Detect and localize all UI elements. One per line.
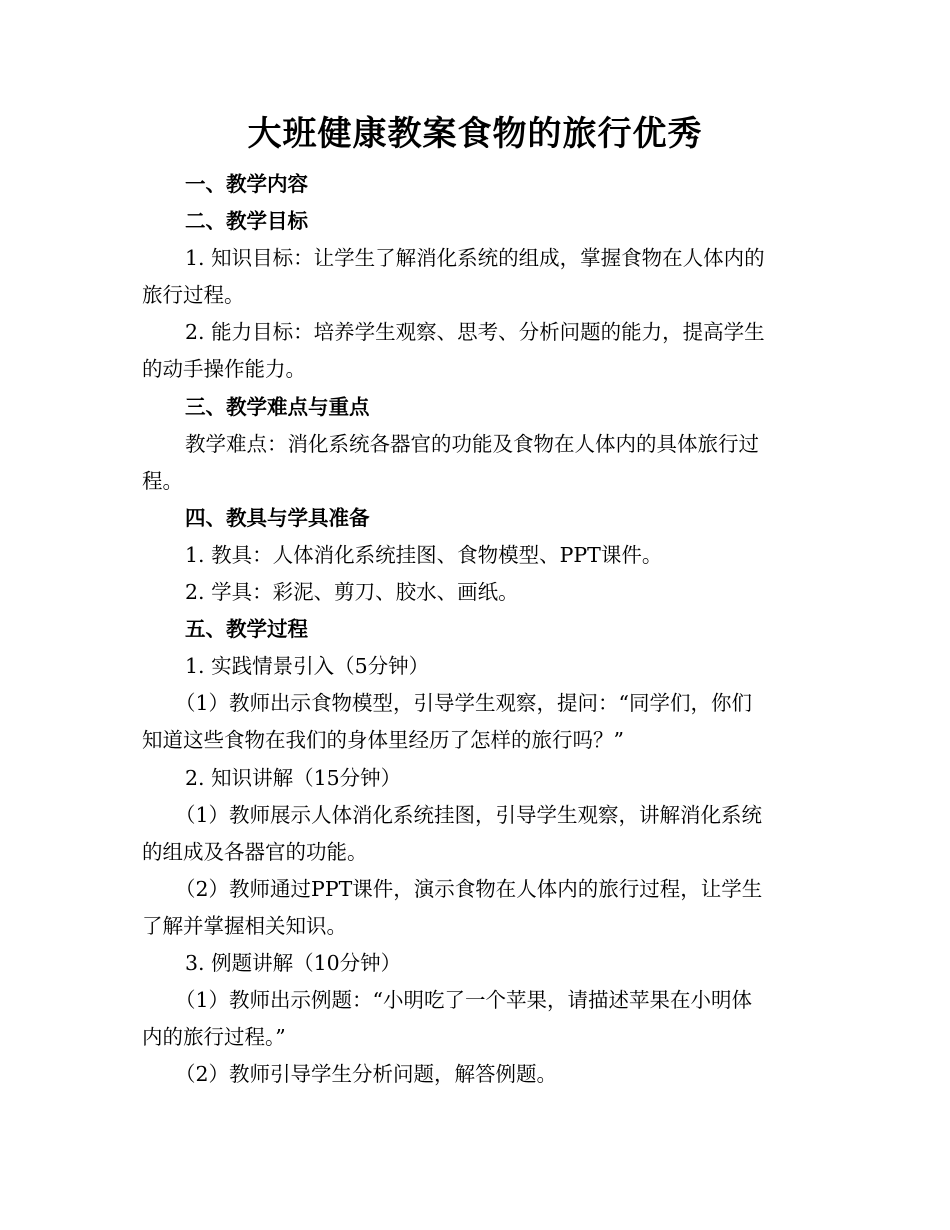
section-heading-3: 三、教学难点与重点 <box>185 394 370 419</box>
paragraph-line: （2）教师引导学生分析问题，解答例题。 <box>175 1062 558 1087</box>
paragraph-line: 3. 例题讲解（10分钟） <box>185 950 402 975</box>
paragraph-line: 1. 教具：人体消化系统挂图、食物模型、PPT课件。 <box>185 542 663 567</box>
paragraph-line: （1）教师展示人体消化系统挂图，引导学生观察，讲解消化系统 <box>175 802 763 827</box>
paragraph-line: 的组成及各器官的功能。 <box>142 839 368 864</box>
paragraph-line: 2. 知识讲解（15分钟） <box>185 765 402 790</box>
section-heading-2: 二、教学目标 <box>185 209 308 234</box>
section-heading-4: 四、教具与学具准备 <box>185 505 370 530</box>
paragraph-line: 1. 知识目标：让学生了解消化系统的组成，掌握食物在人体内的 <box>185 246 765 271</box>
paragraph-line: 1. 实践情景引入（5分钟） <box>185 654 430 679</box>
section-heading-1: 一、教学内容 <box>185 172 308 196</box>
paragraph-line: 内的旅行过程。” <box>142 1025 286 1050</box>
paragraph-line: 旅行过程。 <box>142 283 245 308</box>
paragraph-line: 了解并掌握相关知识。 <box>142 913 347 938</box>
paragraph-line: （1）教师出示食物模型，引导学生观察，提问：“同学们，你们 <box>175 691 753 716</box>
paragraph-line: 知道这些食物在我们的身体里经历了怎样的旅行吗？” <box>142 728 624 753</box>
paragraph-line: 教学难点：消化系统各器官的功能及食物在人体内的具体旅行过 <box>185 431 759 456</box>
paragraph-line: 2. 学具：彩泥、剪刀、胶水、画纸。 <box>185 580 519 605</box>
paragraph-line: （2）教师通过PPT课件，演示食物在人体内的旅行过程，让学生 <box>175 876 763 901</box>
paragraph-line: 的动手操作能力。 <box>142 357 306 382</box>
document-title: 大班健康教案食物的旅行优秀 <box>247 114 703 154</box>
paragraph-line: 程。 <box>142 468 183 493</box>
paragraph-line: 2. 能力目标：培养学生观察、思考、分析问题的能力，提高学生 <box>185 320 765 345</box>
document-body <box>142 166 807 1093</box>
paragraph-line: （1）教师出示例题：“小明吃了一个苹果，请描述苹果在小明体 <box>175 988 753 1013</box>
section-heading-5: 五、教学过程 <box>185 617 308 642</box>
